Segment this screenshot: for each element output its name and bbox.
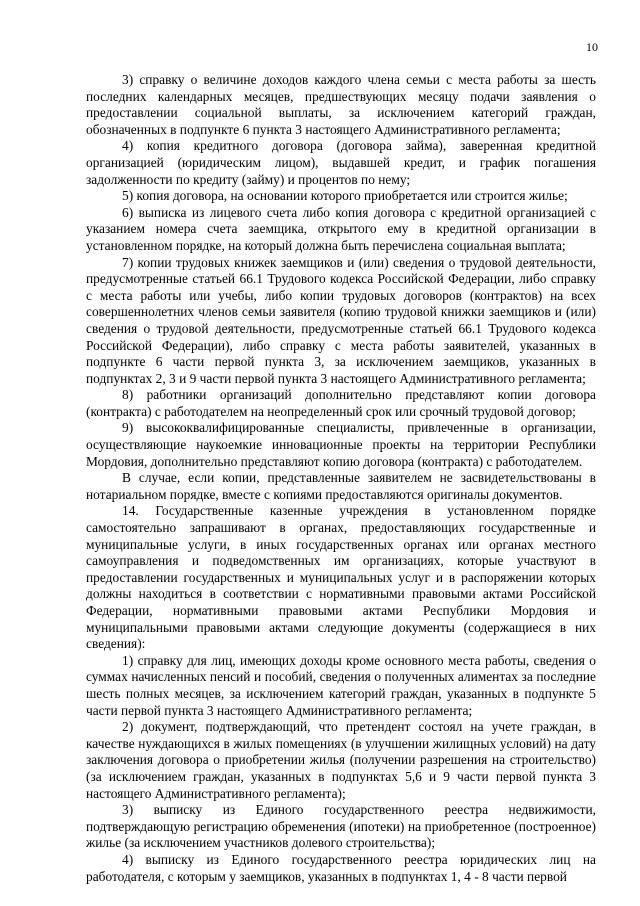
paragraph-subitem-4: 4) копия кредитного договора (договора займа), заверенная кредитной организацией (юридическим лицом), выдавшей кредит, и график погашения задолженности по кредиту (займу) и процентов по нему;: [86, 138, 596, 187]
paragraph-subitem-9: 9) высококвалифицированные специалисты, привлеченные в организации, осуществляющие наукоемкие инновационные проекты на территории Республики Мордовия, дополнительно представляют копию договора (контракта) с работодателем.: [86, 420, 596, 469]
paragraph-subitem-8: 8) работники организаций дополнительно представляют копии договора (контракта) с работодателем на неопределенный срок или срочный трудовой договор;: [86, 387, 596, 419]
paragraph-clause-14-item-4: 4) выписку из Единого государственного реестра юридических лиц на работодателя, с которым у заемщиков, указанных в подпунктах 1, 4 - 8 части первой: [86, 851, 596, 884]
paragraph-subitem-7: 7) копии трудовых книжек заемщиков и (или) сведения о трудовой деятельности, предусмотренные статьей 66.1 Трудового кодекса Российской Федерации, либо справку с места работы или учебы, либо копии трудовых договоров (контрактов) на всех совершеннолетних членов семьи заявителя (копию трудовой книжки заемщиков и (или) сведения о трудовой деятельности, предусмотренные статьей 66.1 Трудового кодекса Российской Федерации), либо справку с места работы заявителей, указанных в подпункте 6 части первой пункта 3, за исключением заемщиков, указанных в подпунктах 2, 3 и 9 части первой пункта 3 настоящего Административного регламента;: [86, 254, 596, 386]
paragraph-clause-14-item-3: 3) выписку из Единого государственного реестра недвижимости, подтверждающую регистрацию обременения (ипотеки) на приобретенное (построенное) жилье (за исключением участников долевого строительства);: [86, 802, 596, 851]
paragraph-clause-14-item-1: 1) справку для лиц, имеющих доходы кроме основного места работы, сведения о суммах начисленных пенсий и пособий, сведения о полученных алиментах за последние шесть полных месяцев, за исключением категорий граждан, указанных в подпункте 5 части первой пункта 3 настоящего Административного регламента;: [86, 652, 596, 718]
paragraph-clause-14: 14. Государственные казенные учреждения в установленном порядке самостоятельно запрашивают в органах, предоставляющих государственные и муниципальные услуги, в иных государственных органах или органах местного самоуправления и подведомственных им организациях, которые участвуют в предоставлении государственных и муниципальных услуг и в распоряжении которых должны находиться в соответствии с нормативными правовыми актами Российской Федерации, нормативными правовыми актами Республики Мордовия и муниципальными правовыми актами следующие документы (содержащиеся в них сведения):: [86, 503, 596, 652]
paragraph-subitem-6: 6) выписка из лицевого счета либо копия договора с кредитной организацией с указанием номера счета заемщика, открытого ему в кредитной организации в установленном порядке, на который должна быть перечислена социальная выплата;: [86, 204, 596, 253]
paragraph-clause-14-item-2: 2) документ, подтверждающий, что претендент состоял на учете граждан, в качестве нуждающихся в жилых помещениях (в улучшении жилищных условий) на дату заключения договора о приобретении жилья (получении разрешения на строительство) (за исключением граждан, указанных в подпунктах 5,6 и 9 части первой пункта 3 настоящего Административного регламента);: [86, 719, 596, 801]
paragraph-subitem-5: 5) копия договора, на основании которого приобретается или строится жилье;: [122, 188, 568, 204]
page-number: 10: [586, 40, 598, 54]
paragraph-subitem-3: 3) справку о величине доходов каждого члена семьи с места работы за шесть последних календарных месяцев, предшествующих месяцу подачи заявления о предоставлении социальной выплаты, за исключением категорий граждан, обозначенных в подпункте 6 пункта 3 настоящего Административного регламента;: [86, 72, 596, 137]
document-body: [86, 72, 596, 885]
paragraph-copies-note: В случае, если копии, представленные заявителем не засвидетельствованы в нотариальном порядке, вместе с копиями предоставляются оригиналы документов.: [86, 470, 596, 502]
